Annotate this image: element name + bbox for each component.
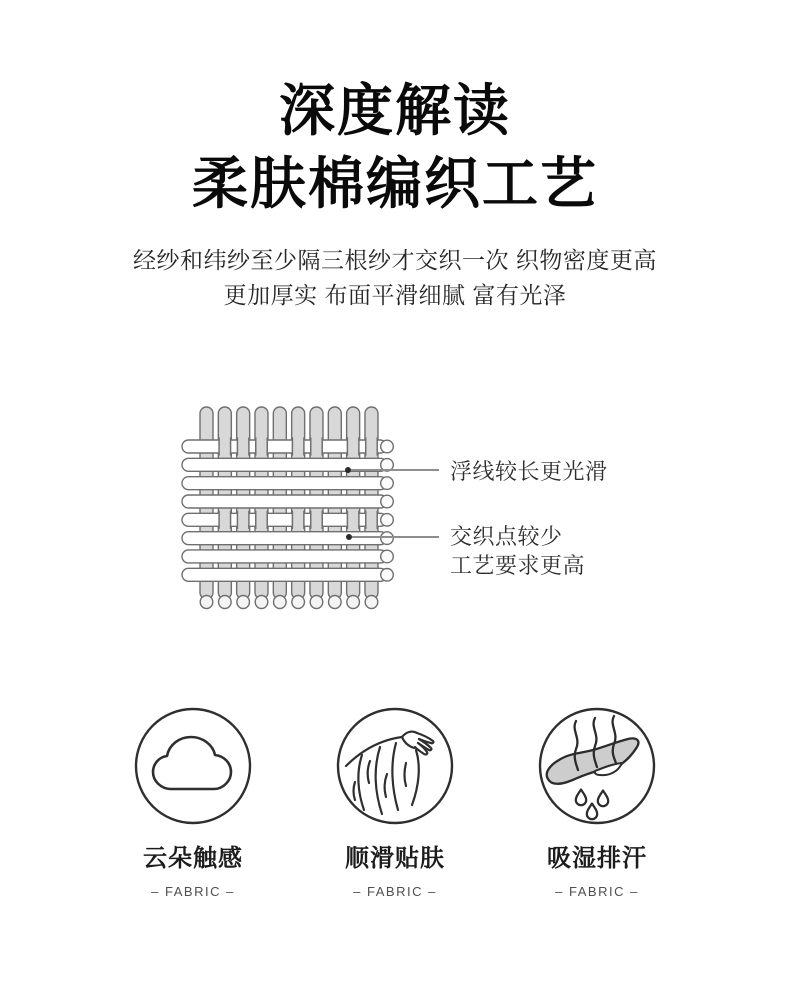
subtitle-line-2: 更加厚实 布面平滑细腻 富有光泽 (223, 282, 567, 308)
drape-hand-icon (335, 706, 455, 826)
feature-tag: – FABRIC – (555, 884, 639, 899)
callout-label-float-yarn: 浮线较长更光滑 (450, 459, 608, 484)
callout-label-interlace (450, 522, 585, 580)
callout2-line-2: 工艺要求更高 (450, 553, 586, 578)
feature-smooth-fit (300, 706, 490, 899)
feature-cloud-touch (98, 706, 288, 899)
woven-yarn-illustration (180, 403, 412, 615)
feature-tag: – FABRIC – (151, 884, 235, 899)
subtitle-line-1: 经纱和纬纱至少隔三根纱才交织一次 织物密度更高 (133, 247, 657, 273)
moisture-wicking-icon (537, 706, 657, 826)
callout-leader-line-1 (351, 469, 439, 471)
cloud-icon (133, 706, 253, 826)
feature-label: 云朵触感 (143, 845, 243, 872)
title-line-1: 深度解读 (279, 79, 511, 142)
feature-row (0, 706, 790, 899)
callout-leader-line-2 (352, 536, 439, 538)
feature-label: 吸湿排汗 (547, 845, 647, 872)
feature-tag: – FABRIC – (353, 884, 437, 899)
feature-label: 顺滑贴肤 (345, 845, 445, 872)
callout2-line-1: 交织点较少 (450, 524, 563, 549)
feature-moisture-wicking (502, 706, 692, 899)
title-line-2: 柔肤棉编织工艺 (192, 152, 598, 215)
